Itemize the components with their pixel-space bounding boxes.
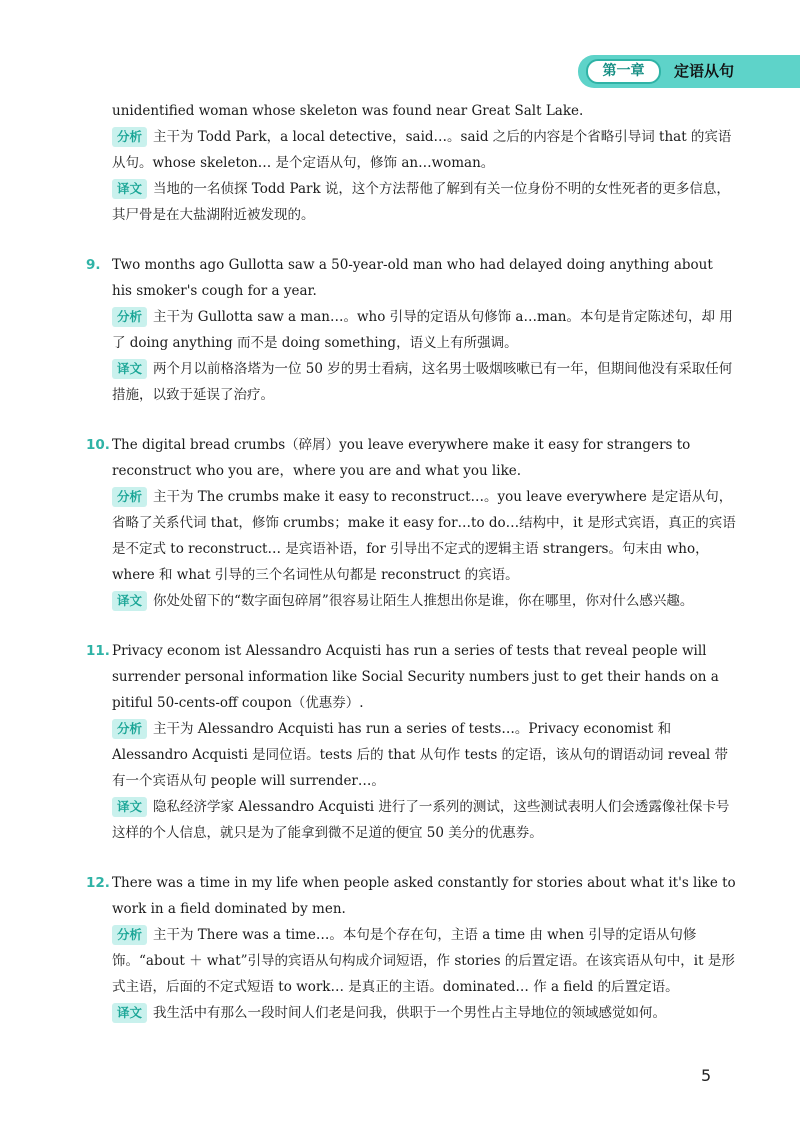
- translation-note: [86, 176, 736, 228]
- translation-note: [86, 1000, 736, 1026]
- entry-sentence: [86, 870, 736, 922]
- chapter-title: 定语从句: [674, 62, 735, 80]
- translation-tag: 译文: [112, 1003, 147, 1023]
- analysis-text: 主干为 The crumbs make it easy to reconstruct…。you leave everywhere 是定语从句，省略了关系代词 that，修饰 crumbs；make it easy for…to do…结构中，it 是形式宾语，真正的宾语是不定式 to reconstruct… 是宾语补语，for 引导出不定式的逻辑主语 strangers。句末由 who，where 和 what 引导的三个名词性从句都是 reconstruct 的宾语。: [112, 489, 736, 583]
- entry-number: 10.: [86, 437, 110, 453]
- analysis-note: [86, 124, 736, 176]
- entry-8-continued: [86, 98, 736, 228]
- analysis-tag: 分析: [112, 487, 147, 507]
- entry-sentence: [86, 638, 736, 716]
- translation-text: 隐私经济学家 Alessandro Acquisti 进行了一系列的测试，这些测试表明人们会透露像社保卡号这样的个人信息，就只是为了能拿到微不足道的便宜 50 美分的优惠券。: [112, 799, 730, 841]
- translation-note: [86, 356, 736, 408]
- entry-number: 11.: [86, 643, 110, 659]
- sentence-text: The digital bread crumbs（碎屑）you leave everywhere make it easy for strangers to reconstruct who you are，where you are and what you like.: [112, 437, 691, 479]
- analysis-tag: 分析: [112, 925, 147, 945]
- chapter-label: 第一章: [586, 59, 661, 84]
- analysis-note: [86, 922, 736, 1000]
- entry-sentence: [86, 252, 736, 304]
- entry-sentence: [86, 432, 736, 484]
- entry-number: 12.: [86, 875, 110, 891]
- entry-11: [86, 638, 736, 846]
- translation-note: [86, 588, 736, 614]
- analysis-text: 主干为 Alessandro Acquisti has run a series of tests…。Privacy economist 和 Alessandro Acquisti 是同位语。tests 后的 that 从句作 tests 的定语，该从句的谓语动词 reveal 带有一个宾语从句 people will surrender…。: [112, 721, 729, 789]
- analysis-note: [86, 484, 736, 588]
- sentence-text: unidentified woman whose skeleton was found near Great Salt Lake.: [112, 103, 584, 119]
- analysis-note: [86, 304, 736, 356]
- translation-text: 当地的一名侦探 Todd Park 说，这个方法帮他了解到有关一位身份不明的女性死者的更多信息，其尸骨是在大盐湖附近被发现的。: [112, 181, 730, 223]
- entry-12: [86, 870, 736, 1026]
- translation-note: [86, 794, 736, 846]
- sentence-text: Privacy econom ist Alessandro Acquisti has run a series of tests that reveal people will surrender personal information like Social Security numbers just to get their hands on a pitiful 50-cents-off coupon（优惠券）.: [112, 643, 719, 711]
- analysis-text: 主干为 There was a time…。本句是个存在句，主语 a time 由 when 引导的定语从句修饰。“about ＋ what”引导的宾语从句构成介词短语，作 stories 的后置定语。在该宾语从句中，it 是形式主语，后面的不定式短语 to work… 是真正的主语。dominated… 作 a field 的后置定语。: [112, 927, 735, 995]
- translation-text: 你处处留下的“数字面包碎屑”很容易让陌生人推想出你是谁，你在哪里，你对什么感兴趣。: [153, 593, 694, 609]
- page-number: 5: [701, 1066, 712, 1085]
- translation-tag: 译文: [112, 797, 147, 817]
- translation-tag: 译文: [112, 359, 147, 379]
- analysis-tag: 分析: [112, 127, 147, 147]
- analysis-tag: 分析: [112, 719, 147, 739]
- entry-10: [86, 432, 736, 614]
- translation-text: 我生活中有那么一段时间人们老是问我，供职于一个男性占主导地位的领域感觉如何。: [153, 1005, 667, 1021]
- translation-tag: 译文: [112, 179, 147, 199]
- analysis-text: 主干为 Gullotta saw a man…。who 引导的定语从句修饰 a…man。本句是肯定陈述句，却 用了 doing anything 而不是 doing something，语义上有所强调。: [112, 309, 733, 351]
- translation-text: 两个月以前格洛塔为一位 50 岁的男士看病，这名男士吸烟咳嗽已有一年，但期间他没有采取任何措施，以致于延误了治疗。: [112, 361, 733, 403]
- analysis-tag: 分析: [112, 307, 147, 327]
- sentence-text: Two months ago Gullotta saw a 50-year-old man who had delayed doing anything about his smoker's cough for a year.: [112, 257, 713, 299]
- translation-tag: 译文: [112, 591, 147, 611]
- chapter-header: [578, 55, 800, 88]
- sentence-text: There was a time in my life when people asked constantly for stories about what it's like to work in a field dominated by men.: [112, 875, 736, 917]
- analysis-note: [86, 716, 736, 794]
- analysis-text: 主干为 Todd Park，a local detective，said…。said 之后的内容是个省略引导词 that 的宾语从句。whose skeleton… 是个定语从句，修饰 an…woman。: [112, 129, 732, 171]
- entry-9: [86, 252, 736, 408]
- entry-sentence: [86, 98, 736, 124]
- entry-number: 9.: [86, 257, 101, 273]
- page-content: [86, 104, 736, 1050]
